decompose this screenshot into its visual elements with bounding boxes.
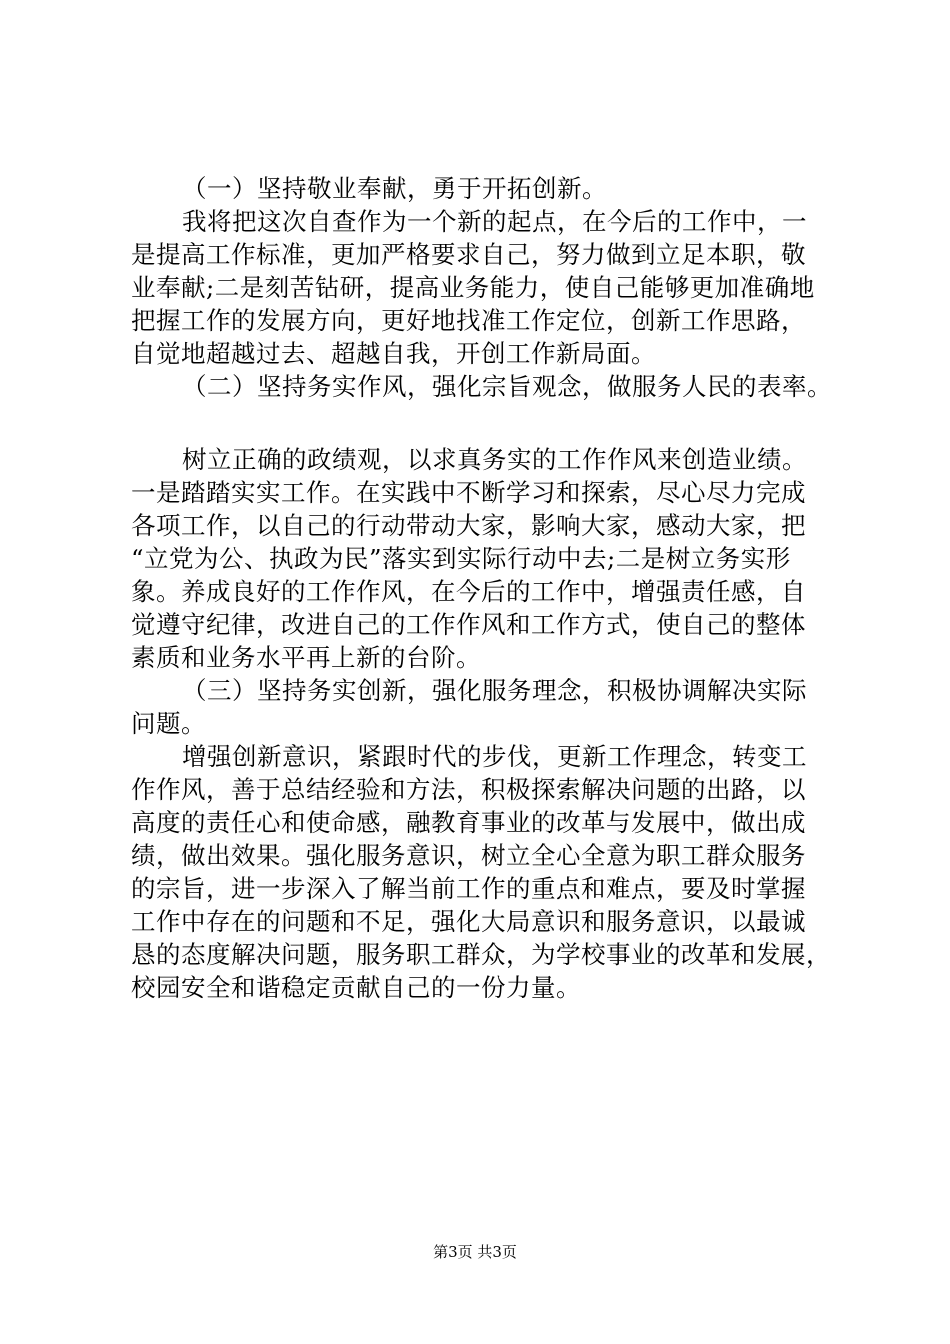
paragraph-line: 校园安全和谐稳定贡献自己的一份力量。 [131, 973, 581, 1002]
paragraph-line: 素质和业务水平再上新的台阶。 [131, 643, 481, 672]
page-footer: 第3页 共3页 [433, 1243, 517, 1261]
paragraph-line: 业奉献;二是刻苦钻研，提高业务能力，使自己能够更加准确地 [131, 273, 815, 302]
paragraph-line: 的宗旨，进一步深入了解当前工作的重点和难点，要及时掌握 [131, 874, 806, 903]
paragraph-line: 是提高工作标准，更加严格要求自己，努力做到立足本职，敬 [131, 240, 806, 269]
heading-2: （二）坚持务实作风，强化宗旨观念，做服务人民的表率。 [182, 372, 832, 401]
paragraph-line: 绩，做出效果。强化服务意识，树立全心全意为职工群众服务 [131, 841, 806, 870]
paragraph-line: “立党为公、执政为民”落实到实际行动中去;二是树立务实形 [131, 544, 791, 573]
paragraph-line: 恳的态度解决问题，服务职工群众，为学校事业的改革和发展， [131, 940, 831, 969]
paragraph-line: 我将把这次自查作为一个新的起点，在今后的工作中，一 [182, 207, 807, 236]
heading-3-continued: 问题。 [131, 709, 206, 738]
document-body [131, 172, 832, 1004]
heading-1: （一）坚持敬业奉献，勇于开拓创新。 [182, 174, 607, 203]
paragraph-line: 把握工作的发展方向，更好地找准工作定位，创新工作思路， [131, 306, 806, 335]
paragraph-line: 自觉地超越过去、超越自我，开创工作新局面。 [131, 339, 656, 368]
paragraph-line: 各项工作，以自己的行动带动大家，影响大家，感动大家，把 [131, 511, 806, 540]
paragraph-line: 觉遵守纪律，改进自己的工作作风和工作方式，使自己的整体 [131, 610, 806, 639]
paragraph-line: 作作风，善于总结经验和方法，积极探索解决问题的出路，以 [131, 775, 806, 804]
paragraph-line: 树立正确的政绩观，以求真务实的工作作风来创造业绩。 [182, 445, 807, 474]
heading-3: （三）坚持务实创新，强化服务理念，积极协调解决实际 [182, 676, 807, 705]
paragraph-line: 象。养成良好的工作作风，在今后的工作中，增强责任感，自 [131, 577, 806, 606]
paragraph-line: 增强创新意识，紧跟时代的步伐，更新工作理念，转变工 [182, 742, 807, 771]
paragraph-line: 工作中存在的问题和不足，强化大局意识和服务意识，以最诚 [131, 907, 806, 936]
paragraph-line: 一是踏踏实实工作。在实践中不断学习和探索，尽心尽力完成 [131, 478, 806, 507]
paragraph-line: 高度的责任心和使命感，融教育事业的改革与发展中，做出成 [131, 808, 806, 837]
